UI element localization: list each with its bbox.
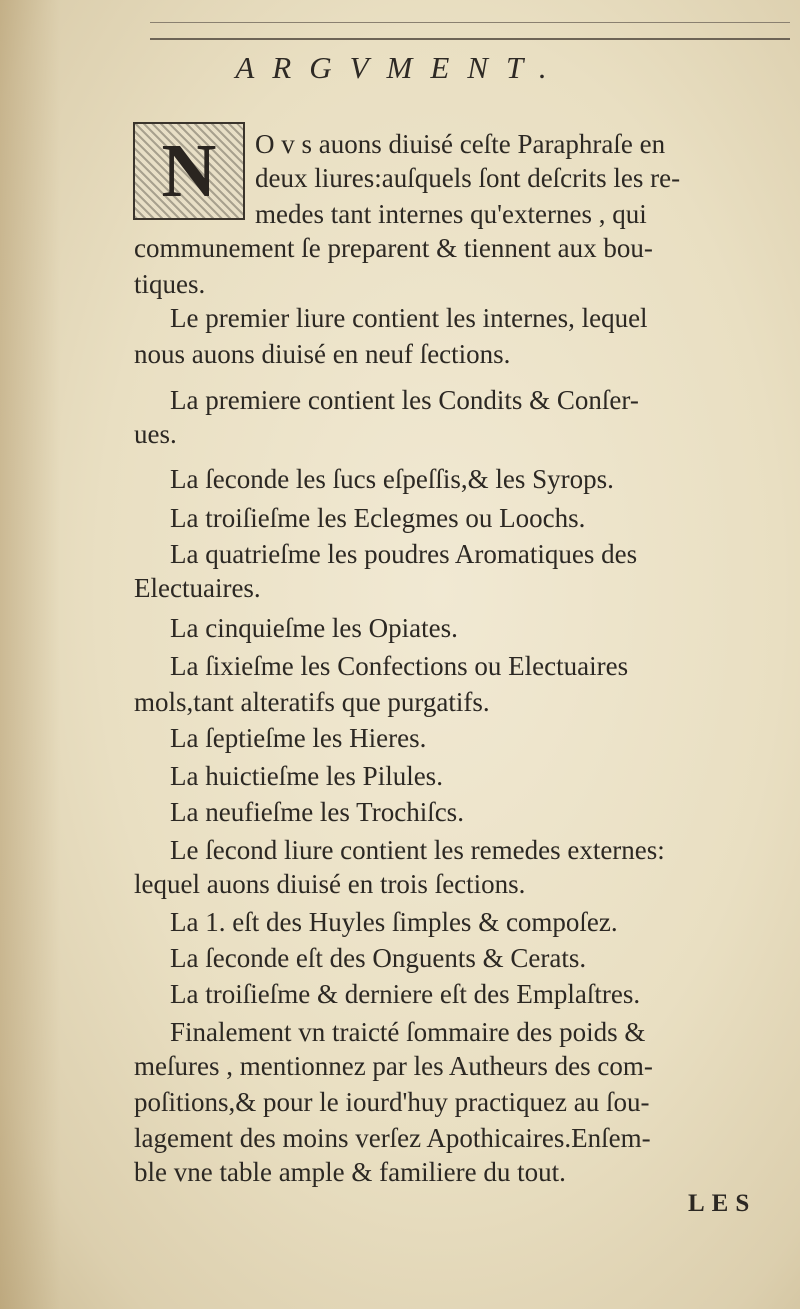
- catchword: LES: [688, 1190, 757, 1217]
- page-header: ARGVMENT.: [235, 50, 565, 85]
- text-line: Le premier liure contient les internes, lequel: [170, 303, 648, 333]
- text-line: communement ſe preparent & tiennent aux bou-: [134, 233, 653, 263]
- text-line: La ſeconde eſt des Onguents & Cerats.: [170, 943, 587, 973]
- text-line: Le ſecond liure contient les remedes externes:: [170, 835, 665, 865]
- ornamental-drop-cap: [133, 122, 245, 220]
- page-edge-shadow: [0, 0, 60, 1309]
- text-line: meſures , mentionnez par les Autheurs des com-: [134, 1051, 653, 1081]
- text-line: nous auons diuisé en neuf ſections.: [134, 339, 511, 369]
- top-rule: [150, 22, 790, 23]
- drop-cap-letter: N: [161, 128, 217, 213]
- text-line: La troiſieſme & derniere eſt des Emplaſtres.: [170, 979, 641, 1009]
- text-line: La ſixieſme les Confections ou Electuaires: [170, 651, 629, 681]
- text-line: La troiſieſme les Eclegmes ou Loochs.: [170, 503, 586, 533]
- text-line: mols,tant alteratifs que purgatifs.: [134, 687, 490, 717]
- text-line: La cinquieſme les Opiates.: [170, 613, 458, 643]
- text-line: tiques.: [134, 269, 206, 299]
- top-rule-thick: [150, 38, 790, 40]
- text-line: medes tant internes qu'externes , qui: [255, 199, 647, 229]
- text-line: La ſeconde les ſucs eſpeſſis,& les Syrops.: [170, 464, 614, 494]
- text-line: lequel auons diuisé en trois ſections.: [134, 869, 526, 899]
- text-line: Finalement vn traicté ſommaire des poids &: [170, 1017, 646, 1047]
- text-line: deux liures:auſquels ſont deſcrits les re-: [255, 163, 681, 193]
- text-line: lagement des moins verſez Apothicaires.Enſem-: [134, 1123, 651, 1153]
- text-line: ble vne table ample & familiere du tout.: [134, 1157, 566, 1187]
- text-line: O v s auons diuisé ceſte Paraphraſe en: [255, 129, 666, 159]
- text-line: La huictieſme les Pilules.: [170, 761, 443, 791]
- text-line: ues.: [134, 419, 177, 449]
- text-line: La quatrieſme les poudres Aromatiques des: [170, 539, 638, 569]
- text-line: La ſeptieſme les Hieres.: [170, 723, 427, 753]
- text-line: La 1. eſt des Huyles ſimples & compoſez.: [170, 907, 618, 937]
- text-line: poſitions,& pour le iourd'huy practiquez au ſou-: [134, 1087, 650, 1117]
- text-line: La premiere contient les Condits & Conſer-: [170, 385, 639, 415]
- text-line: La neufieſme les Trochiſcs.: [170, 797, 464, 827]
- text-line: Electuaires.: [134, 573, 261, 603]
